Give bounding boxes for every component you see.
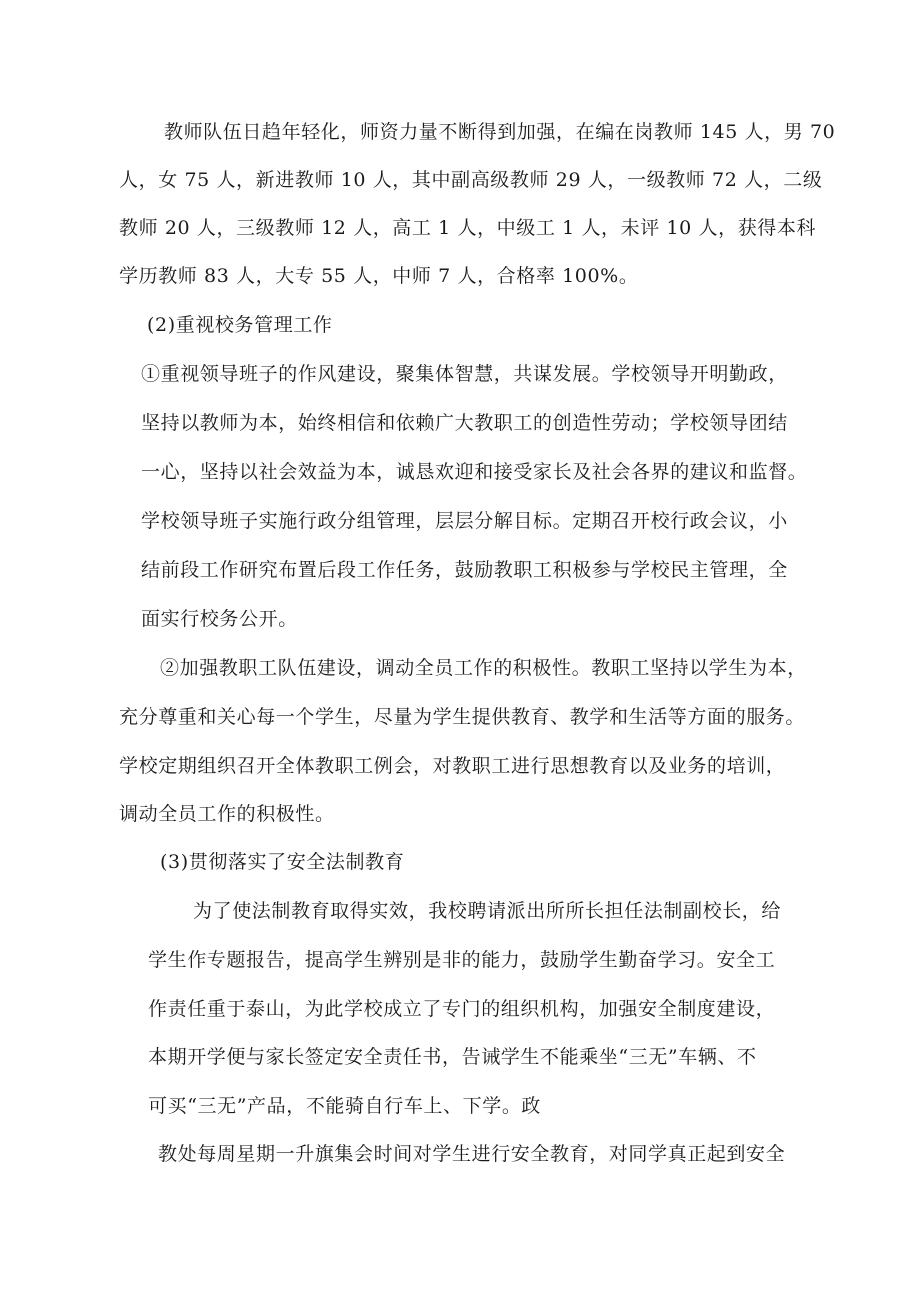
teachers-line-3: 教师 20 人，三级教师 12 人，高工 1 人，中级工 1 人，未评 10 人，获得本科 [119, 217, 817, 239]
item-1-line-5: 结前段工作研究布置后段工作任务，鼓励教职工积极参与学校民主管理，全 [141, 559, 788, 581]
safety-line-3: 作责任重于泰山，为此学校成立了专门的组织机构，加强安全制度建设， [148, 998, 776, 1020]
safety-line-1: 为了使法制教育取得实效，我校聘请派出所所长担任法制副校长，给 [193, 900, 782, 922]
item-2-line-4: 调动全员工作的积极性。 [119, 803, 335, 825]
item-1-line-6: 面实行校务公开。 [141, 608, 298, 630]
item-2-line-2: 充分尊重和关心每一个学生，尽量为学生提供教育、教学和生活等方面的服务。 [119, 706, 806, 728]
item-1-line-3: 一心，坚持以社会效益为本，诚恳欢迎和接受家长及社会各界的建议和监督。 [141, 461, 808, 483]
safety-line-5: 可买“三无”产品，不能骑自行车上、下学。政 [148, 1095, 542, 1117]
safety-line-2: 学生作专题报告，提高学生辨别是非的能力，鼓励学生勤奋学习。安全工 [148, 949, 776, 971]
item-1-line-2: 坚持以教师为本，始终相信和依赖广大教职工的创造性劳动；学校领导团结 [141, 412, 788, 434]
item-1-line-1: ①重视领导班子的作风建设，聚集体智慧，共谋发展。学校领导开明勤政， [141, 363, 788, 385]
safety-line-6: 教处每周星期一升旗集会时间对学生进行安全教育，对同学真正起到安全 [158, 1143, 786, 1165]
item-1-line-4: 学校领导班子实施行政分组管理，层层分解目标。定期召开校行政会议，小 [141, 510, 788, 532]
item-2-line-1: ②加强教职工队伍建设，调动全员工作的积极性。教职工坚持以学生为本， [160, 657, 807, 679]
teachers-line-1: 教师队伍日趋年轻化，师资力量不断得到加强，在编在岗教师 145 人，男 70 [164, 121, 836, 143]
safety-line-4: 本期开学便与家长签定安全责任书，告诫学生不能乘坐“三无”车辆、不 [148, 1046, 757, 1068]
teachers-line-4: 学历教师 83 人，大专 55 人，中师 7 人，合格率 100%。 [119, 265, 639, 287]
section-heading-3: (3)贯彻落实了安全法制教育 [160, 851, 405, 873]
teachers-line-2: 人，女 75 人，新进教师 10 人，其中副高级教师 29 人，一级教师 72 人，二级 [119, 169, 823, 191]
item-2-line-3: 学校定期组织召开全体教职工例会，对教职工进行思想教育以及业务的培训， [119, 755, 786, 777]
section-heading-2: (2)重视校务管理工作 [147, 314, 333, 336]
